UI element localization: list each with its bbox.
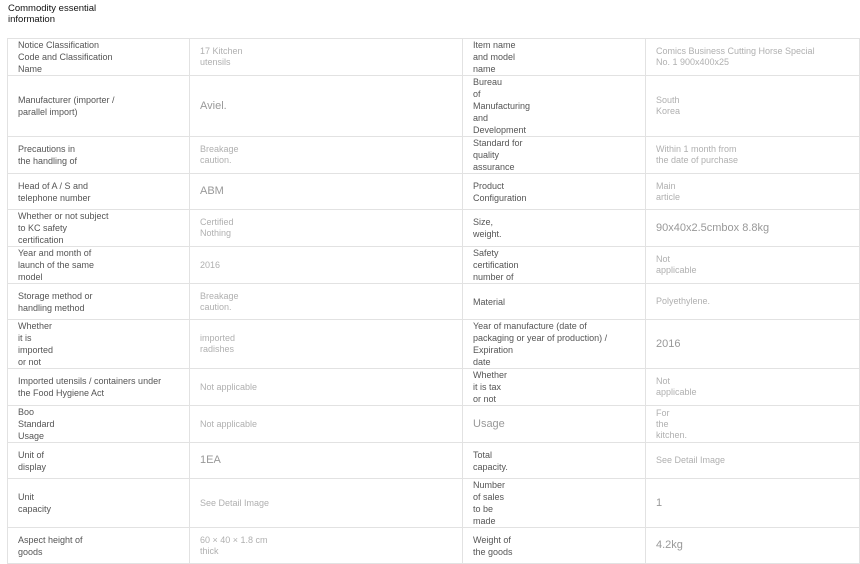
row-label xyxy=(8,369,190,406)
table-row xyxy=(8,528,860,564)
table-row xyxy=(8,320,860,369)
value-text: 1EA xyxy=(200,454,221,466)
value-text: Certified Nothing xyxy=(200,217,234,238)
table-row xyxy=(8,443,860,479)
value-text: See Detail Image xyxy=(200,497,270,508)
label-text: Aspect height of goods xyxy=(18,534,83,557)
value-text: 17 Kitchen utensils xyxy=(200,46,243,67)
label-text: Standard for quality assurance xyxy=(473,138,523,172)
label-text: Manufacturer (importer / parallel import) xyxy=(18,95,115,117)
value-text: Breakage caution. xyxy=(200,144,239,165)
row-label xyxy=(8,479,190,528)
label-text: Head of A / S and telephone number xyxy=(18,180,91,203)
row-label xyxy=(463,247,646,284)
value-text: Not applicable xyxy=(200,381,258,392)
table-row xyxy=(8,406,860,443)
row-label xyxy=(463,39,646,76)
value-text: Main article xyxy=(656,180,681,202)
row-value xyxy=(646,528,860,564)
label-text: Safety certification number of xyxy=(473,248,519,282)
row-value xyxy=(646,76,860,137)
row-label xyxy=(463,406,646,443)
value-text: Not applicable xyxy=(656,376,697,397)
label-text: Precautions in the handling of xyxy=(18,144,78,166)
value-text: South Korea xyxy=(656,95,681,116)
label-text: Item name and model name xyxy=(473,40,516,74)
value-text: imported radishes xyxy=(200,333,236,354)
row-value xyxy=(190,210,463,247)
row-value xyxy=(190,174,463,210)
value-text: For the kitchen. xyxy=(656,407,688,440)
label-text: Product Configuration xyxy=(473,180,527,203)
row-value xyxy=(646,284,860,320)
row-label xyxy=(463,174,646,210)
table-row xyxy=(8,210,860,247)
row-value xyxy=(646,443,860,479)
table-row xyxy=(8,174,860,210)
row-label xyxy=(8,284,190,320)
row-value xyxy=(190,479,463,528)
row-label xyxy=(8,406,190,443)
value-text: Breakage caution. xyxy=(200,290,239,312)
row-value xyxy=(646,320,860,369)
value-text: 90x40x2.5cmbox 8.8kg xyxy=(656,221,770,234)
label-text: Usage xyxy=(473,418,505,430)
value-text: 2016 xyxy=(656,337,681,350)
value-text: Not applicable xyxy=(656,254,697,275)
table-row xyxy=(8,137,860,174)
row-value xyxy=(190,284,463,320)
table-row xyxy=(8,39,860,76)
label-text: Year and month of launch of the same model xyxy=(18,248,95,282)
label-text: Total capacity. xyxy=(473,449,508,472)
row-value xyxy=(190,406,463,443)
value-text: 2016 xyxy=(200,259,221,270)
row-value xyxy=(646,137,860,174)
table-row xyxy=(8,76,860,137)
row-label xyxy=(463,479,646,528)
table-row xyxy=(8,369,860,406)
row-label xyxy=(8,528,190,564)
product-info-table xyxy=(7,38,860,564)
row-value xyxy=(646,247,860,284)
label-text: Unit of display xyxy=(18,449,47,472)
value-text: 60 × 40 × 1.8 cm thick xyxy=(200,534,268,556)
label-text: Size, weight. xyxy=(473,217,502,239)
row-value xyxy=(646,174,860,210)
row-label xyxy=(463,443,646,479)
row-label xyxy=(8,174,190,210)
value-text: See Detail Image xyxy=(656,455,726,465)
label-text: Storage method or handling method xyxy=(18,290,93,313)
label-text: Year of manufacture (date of packaging or year of production) / Expiration date xyxy=(473,321,608,367)
row-label xyxy=(8,443,190,479)
label-text: Imported utensils / containers under the Food Hygiene Act xyxy=(18,376,162,398)
row-value xyxy=(646,39,860,76)
section-title: Commodity essential information xyxy=(8,3,97,25)
value-text: Within 1 month from the date of purchase xyxy=(656,144,739,165)
row-label xyxy=(8,320,190,369)
row-value xyxy=(190,369,463,406)
row-value xyxy=(646,369,860,406)
table-row xyxy=(8,284,860,320)
row-value xyxy=(646,210,860,247)
row-label xyxy=(8,76,190,137)
row-value xyxy=(190,528,463,564)
value-text: ABM xyxy=(200,185,224,197)
label-text: Whether it is tax or not xyxy=(473,370,508,404)
row-value xyxy=(190,137,463,174)
row-label xyxy=(463,210,646,247)
row-label xyxy=(463,137,646,174)
table-row xyxy=(8,247,860,284)
value-text: Polyethylene. xyxy=(656,296,711,306)
row-value xyxy=(646,479,860,528)
row-label xyxy=(463,76,646,137)
row-label xyxy=(463,369,646,406)
table-row xyxy=(8,479,860,528)
value-text: 1 xyxy=(656,496,663,509)
label-text: Material xyxy=(473,296,506,307)
row-value xyxy=(190,76,463,137)
row-value xyxy=(190,247,463,284)
label-text: Number of sales to be made xyxy=(473,480,506,526)
row-label xyxy=(463,528,646,564)
row-label xyxy=(8,210,190,247)
row-value xyxy=(190,443,463,479)
label-text: Whether or not subject to KC safety certification xyxy=(18,211,109,245)
label-text: Bureau of Manufacturing and Development xyxy=(473,77,531,135)
row-label xyxy=(463,320,646,369)
value-text: 4.2kg xyxy=(656,539,683,551)
label-text: Notice Classification Code and Classification Name xyxy=(18,40,113,74)
label-text: Whether it is imported or not xyxy=(18,321,54,367)
row-label xyxy=(8,247,190,284)
row-label xyxy=(8,39,190,76)
row-label xyxy=(8,137,190,174)
row-value xyxy=(646,406,860,443)
row-value xyxy=(190,39,463,76)
label-text: Weight of the goods xyxy=(473,534,513,557)
value-text: Not applicable xyxy=(200,418,258,429)
value-text: Comics Business Cutting Horse Special No. 1 900x400x25 xyxy=(656,46,815,67)
label-text: Boo Standard Usage xyxy=(18,407,55,441)
value-text: Aviel. xyxy=(200,99,227,112)
label-text: Unit capacity xyxy=(18,492,52,514)
row-label xyxy=(463,284,646,320)
row-value xyxy=(190,320,463,369)
